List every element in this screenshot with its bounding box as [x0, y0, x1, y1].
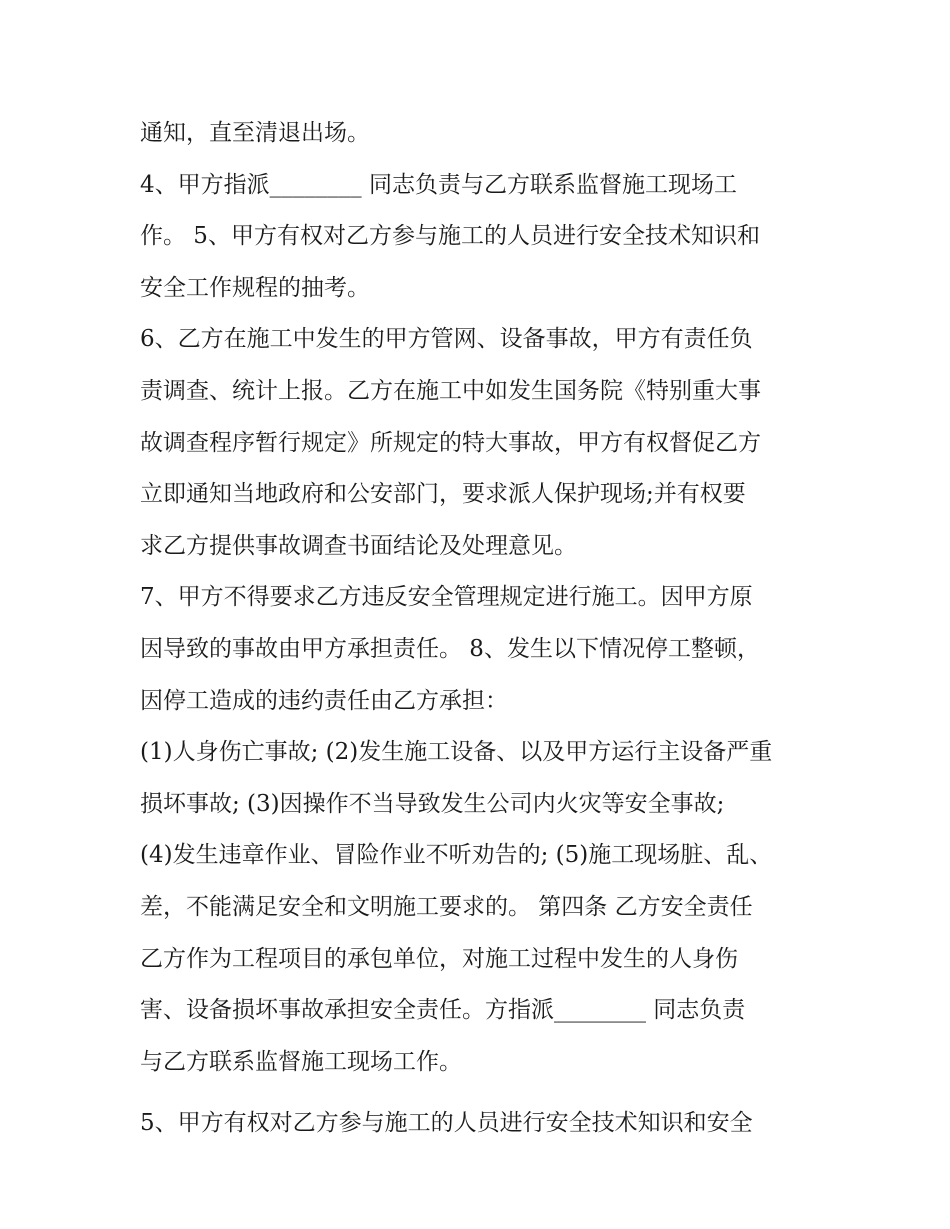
text-line: 因导致的事故由甲方承担责任。 8、发生以下情况停工整顿， [140, 635, 760, 662]
text-line: 4、甲方指派________ 同志负责与乙方联系监督施工现场工 [140, 171, 737, 198]
text-line: 害、设备损坏事故承担安全责任。方指派________ 同志负责 [140, 997, 746, 1024]
text-line: 作。 5、甲方有权对乙方参与施工的人员进行安全技术知识和 [140, 223, 760, 250]
text-line: 差，不能满足安全和文明施工要求的。 第四条 乙方安全责任 [140, 893, 753, 920]
text-line: 求乙方提供事故调查书面结论及处理意见。 [140, 532, 577, 559]
text-line: 乙方作为工程项目的承包单位，对施工过程中发生的人身伤 [140, 945, 738, 972]
text-line: 因停工造成的违约责任由乙方承担： [140, 687, 508, 714]
text-line: 通知，直至清退出场。 [140, 120, 370, 146]
text-line: 6、乙方在施工中发生的甲方管网、设备事故，甲方有责任负 [140, 326, 753, 353]
text-line: 7、甲方不得要求乙方违反安全管理规定进行施工。因甲方原 [140, 584, 753, 611]
text-line: 5、甲方有权对乙方参与施工的人员进行安全技术知识和安全 [140, 1110, 753, 1137]
text-line: 立即通知当地政府和公安部门，要求派人保护现场;并有权要 [140, 481, 746, 508]
text-line: (1)人身伤亡事故; (2)发生施工设备、以及甲方运行主设备严重 [140, 739, 773, 766]
text-line: 故调查程序暂行规定》所规定的特大事故，甲方有权督促乙方 [140, 429, 761, 456]
text-line: 损坏事故; (3)因操作不当导致发生公司内火灾等安全事故; [140, 790, 725, 817]
text-line: (4)发生违章作业、冒险作业不听劝告的; (5)施工现场脏、乱、 [140, 842, 773, 869]
paragraph-gap [140, 1088, 820, 1098]
text-line: 与乙方联系监督施工现场工作。 [140, 1048, 462, 1075]
text-line: 安全工作规程的抽考。 [140, 274, 370, 301]
document-body [140, 108, 820, 1150]
text-line: 责调查、统计上报。乙方在施工中如发生国务院《特别重大事 [140, 377, 761, 404]
